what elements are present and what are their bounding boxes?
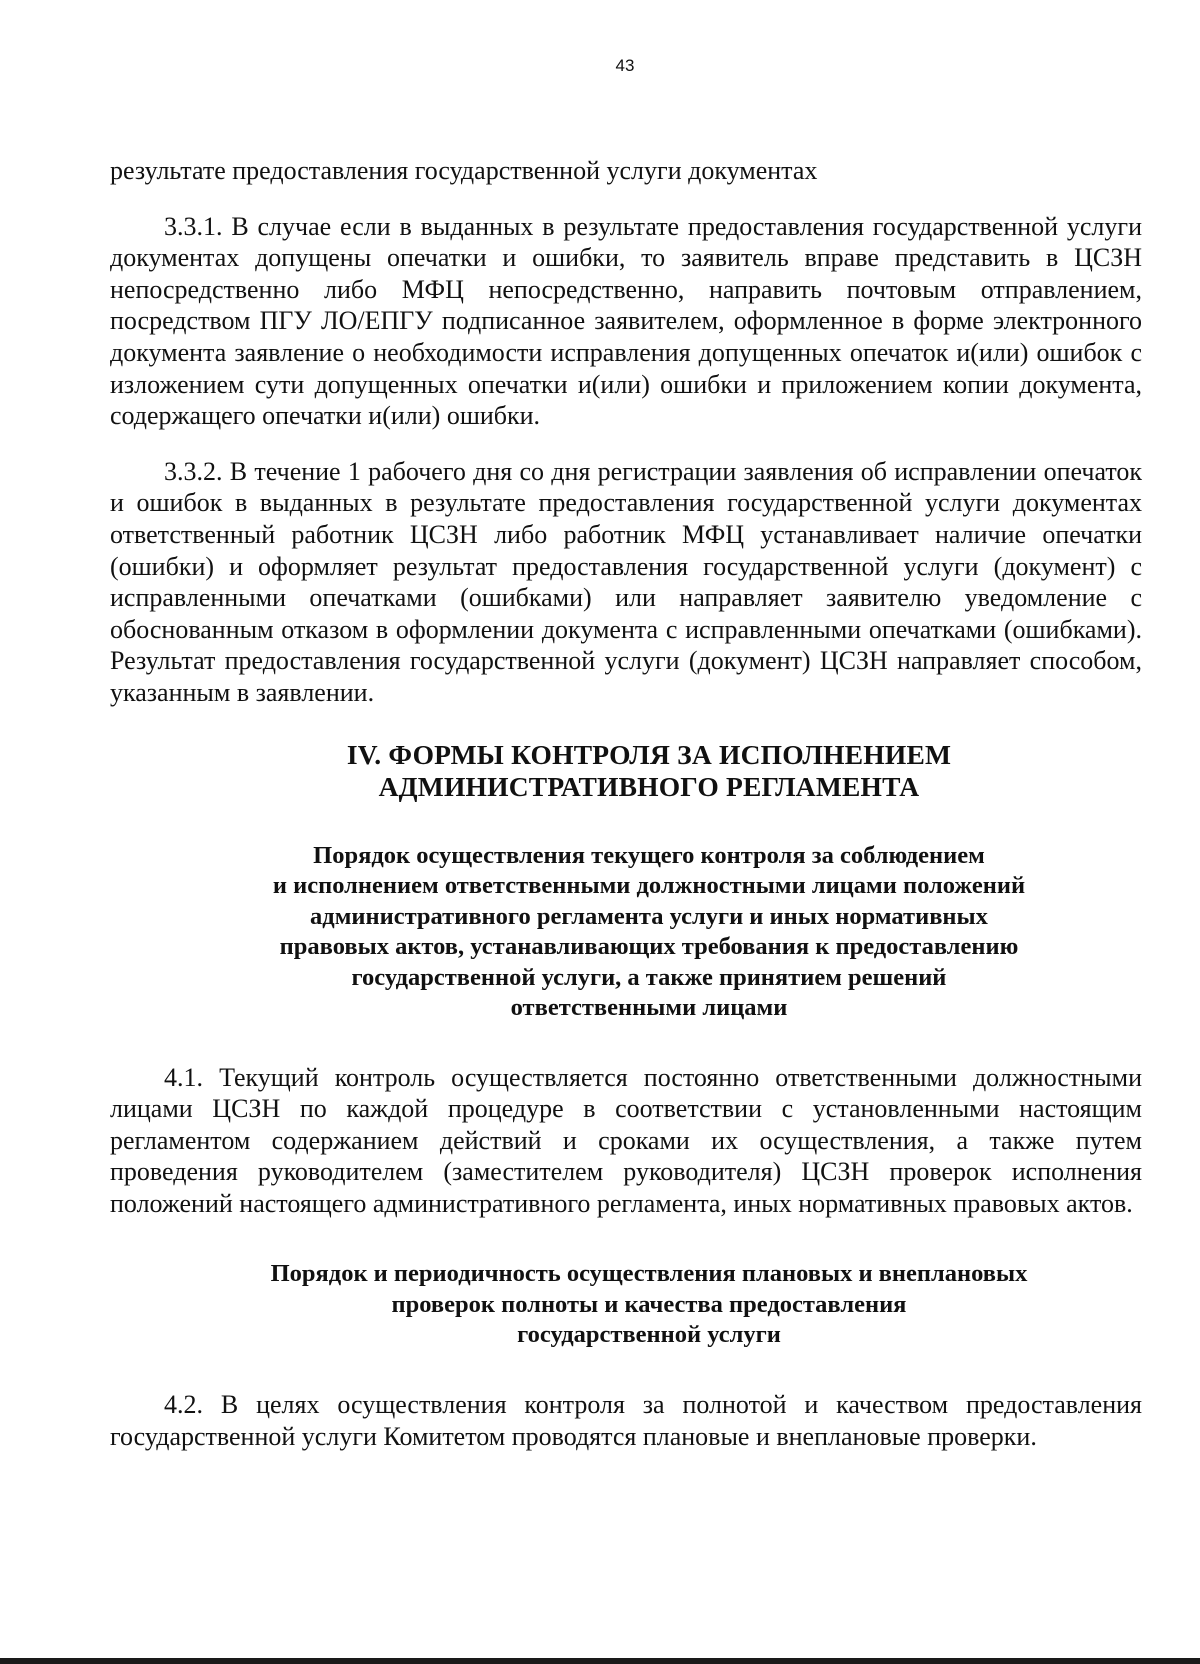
page-content (110, 155, 1142, 1452)
subheading-line: ответственными лицами (510, 994, 788, 1021)
page-number: 43 (615, 56, 635, 75)
subheading-line: государственной услуги, а также принятием решений (351, 963, 947, 991)
continuation-paragraph: результате предоставления государственной услуги документах (110, 156, 818, 185)
subheading-line: проверок полноты и качества предоставления (391, 1290, 907, 1318)
subheading-line: и исполнением ответственными должностными лицами положений (272, 872, 1026, 899)
paragraph-4-1: 4.1. Текущий контроль осуществляется постоянно ответственными должностными лицами ЦСЗН по каждой процедуре в соответствии с установленными настоящим регламентом содержанием действий и сроками их осуществления, а также путем проведения руководителем (заместителем руководителя) ЦСЗН проверок исполнения положений настоящего административного регламента, иных нормативных правовых актов. (110, 1062, 1142, 1218)
subheading-line: правовых актов, устанавливающих требования к предоставлению (279, 933, 1019, 960)
paragraph-3-3-2: 3.3.2. В течение 1 рабочего дня со дня регистрации заявления об исправлении опечаток и ошибок в выданных в результате предоставления государственной услуги документах ответственный работник ЦСЗН либо работник МФЦ устанавливает наличие опечатки (ошибки) и оформляет результат предоставления государственной услуги (документ) с исправленными опечатками (ошибками) или направляет заявителю уведомление с обоснованным отказом в оформлении документа с исправленными опечатками (ошибками). Результат предоставления государственной услуги (документ) ЦСЗН направляет способом, указанным в заявлении. (110, 456, 1142, 707)
paragraph-3-3-1: 3.3.1. В случае если в выданных в результате предоставления государственной услуги документах допущены опечатки и ошибки, то заявитель вправе представить в ЦСЗН непосредственно либо МФЦ непосредственно, направить почтовым отправлением, посредством ПГУ ЛО/ЕПГУ подписанное заявителем, оформленное в форме электронного документа заявление о необходимости исправления допущенных опечаток и(или) ошибок с изложением сути допущенных опечатки и(или) ошибки и приложением копии документа, содержащего опечатки и(или) ошибки. (110, 211, 1142, 431)
subheading-inspections (110, 1259, 1142, 1351)
subheading-line: Порядок осуществления текущего контроля за соблюдением (313, 841, 985, 869)
paragraph-4-2: 4.2. В целях осуществления контроля за полнотой и качеством предоставления государственной услуги Комитетом проводятся плановые и внеплановые проверки. (110, 1389, 1142, 1451)
subheading-line: Порядок и периодичность осуществления плановых и внеплановых (270, 1260, 1028, 1288)
section-title-line: АДМИНИСТРАТИВНОГО РЕГЛАМЕНТА (378, 770, 920, 802)
section-iv-title (110, 739, 1142, 803)
section-title-line: IV. ФОРМЫ КОНТРОЛЯ ЗА ИСПОЛНЕНИЕМ (346, 738, 952, 770)
subheading-current-control (110, 841, 1142, 1024)
scan-bottom-edge (0, 1658, 1200, 1664)
subheading-line: административного регламента услуги и иных нормативных (310, 902, 988, 930)
subheading-line: государственной услуги (517, 1321, 781, 1349)
